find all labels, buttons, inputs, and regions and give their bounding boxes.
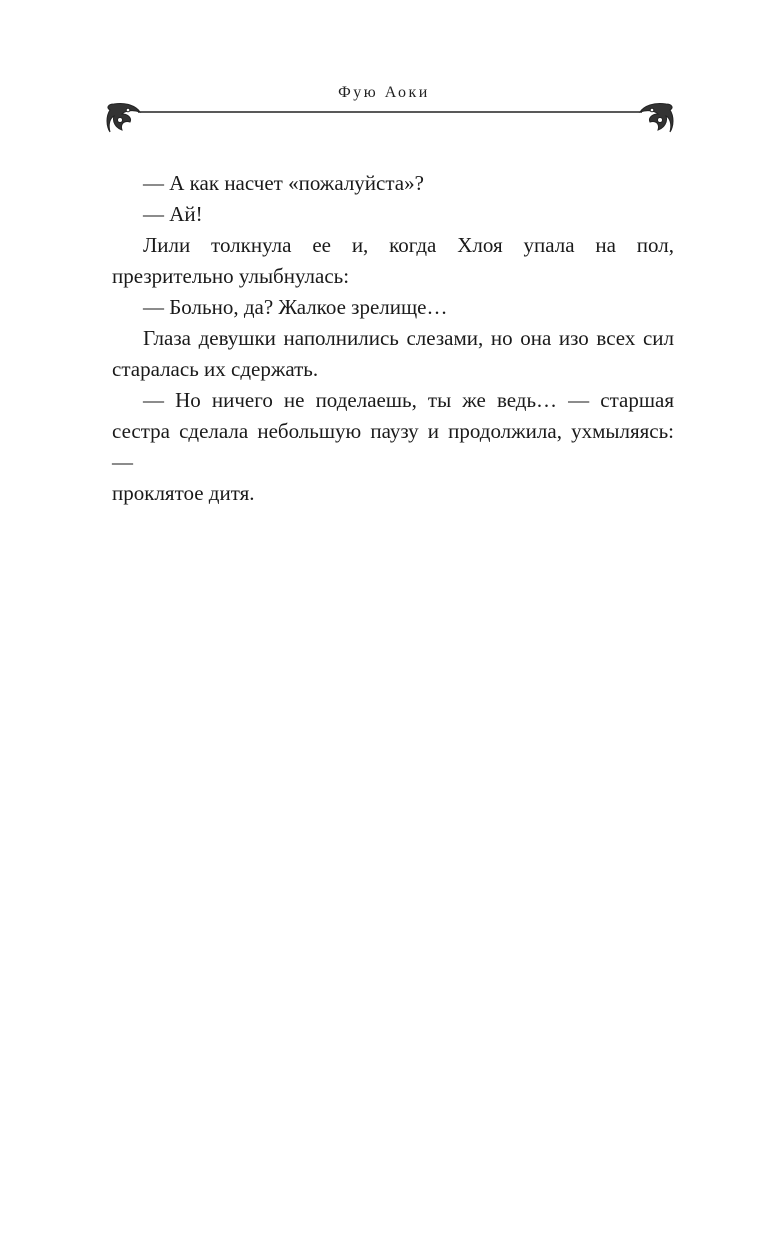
header-ornament-divider [104, 100, 676, 140]
paragraph: — Ай! [143, 202, 203, 226]
paragraph: — Но ничего не поделаешь, ты же ведь… — старшая сестра сделала небольшую паузу и продолжила, ухмыляясь: — [112, 388, 674, 474]
left-flourish-icon [107, 103, 140, 132]
paragraph: — А как насчет «пожалуйста»? [143, 171, 424, 195]
paragraph: Глаза девушки наполнились слезами, но она изо всех сил старалась их сдержать. [112, 326, 674, 381]
paragraph: проклятое дитя. [112, 481, 255, 505]
body-text [112, 168, 674, 509]
paragraph: — Больно, да? Жалкое зрелище… [143, 295, 448, 319]
paragraph: Лили толкнула ее и, когда Хлоя упала на пол, презрительно улыбнулась: [112, 233, 674, 288]
running-header-title: Фую Аоки [338, 84, 430, 101]
right-flourish-icon [640, 103, 673, 132]
